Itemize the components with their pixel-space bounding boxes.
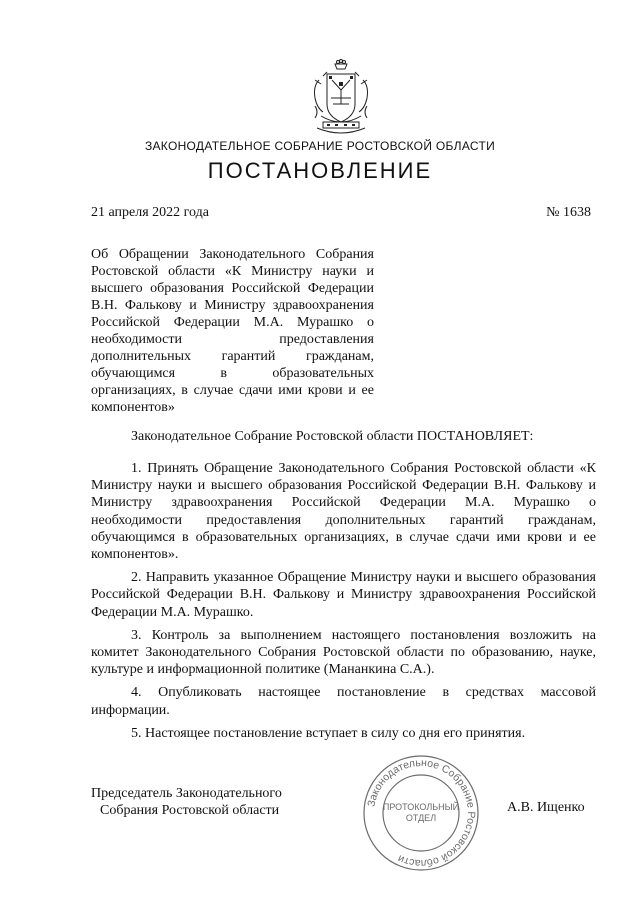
resolution-intro: Законодательное Собрание Ростовской области ПОСТАНОВЛЯЕТ: bbox=[131, 429, 534, 444]
document-type: ПОСТАНОВЛЕНИЕ bbox=[207, 158, 433, 183]
document-date: 21 апреля 2022 года bbox=[91, 205, 209, 220]
signatory-title-line-2: Собрания Ростовской области bbox=[100, 803, 280, 818]
resolution-item-1: 1. Принять Обращение Законодательного Собрания Ростовской области «К Министру науки и высшего образования Российской Федерации В.Н. Фалькову и Министру здравоохранения Российской Федерации М.А. Мурашко о необходимости предоставления дополнительных гарантий гражданам, обучающимся в образовательных организациях, в случае сдачи ими крови и ее компонентов». bbox=[91, 461, 596, 563]
official-stamp bbox=[362, 754, 480, 872]
document-number: № 1638 bbox=[546, 205, 591, 220]
document-subject: Об Обращении Законодательного Собрания Ростовской области «К Министру науки и высшего образования Российской Федерации В.Н. Фалькову и Министру здравоохранения Российской Федерации М.А. Мурашко о необходимости предоставления дополнительных гарантий гражданам, обучающимся в образовательных организациях, в случае сдачи ими крови и ее компонентов» bbox=[91, 247, 374, 415]
resolution-item-5: 5. Настоящее постановление вступает в силу со дня его принятия. bbox=[131, 725, 526, 741]
stamp-center-line-2: ОТДЕЛ bbox=[405, 813, 437, 823]
resolution-items bbox=[91, 460, 596, 748]
signatory-title-line-1: Председатель Законодательного bbox=[91, 786, 282, 801]
stamp-ring-text: Законодательное Собрание Ростовской области bbox=[365, 756, 478, 870]
signatory-title bbox=[91, 785, 282, 819]
resolution-item-3: 3. Контроль за выполнением настоящего постановления возложить на комитет Законодательного Собрания Ростовской области по образованию, науке, культуре и информационной политике (Мананкина С.А.). bbox=[91, 627, 596, 678]
coat-of-arms-icon bbox=[305, 58, 377, 136]
stamp-center-line-1: ПРОТОКОЛЬНЫЙ bbox=[382, 802, 460, 812]
resolution-item-4: 4. Опубликовать настоящее постановление в средствах массовой информации. bbox=[91, 685, 596, 718]
organization-name: ЗАКОНОДАТЕЛЬНОЕ СОБРАНИЕ РОСТОВСКОЙ ОБЛАСТИ bbox=[144, 139, 496, 153]
signatory-name: А.В. Ищенко bbox=[507, 800, 585, 815]
resolution-item-2: 2. Направить указанное Обращение Министру науки и высшего образования Российской Федерации В.Н. Фалькову и Министру здравоохранения Российской Федерации М.А. Мурашко. bbox=[91, 570, 596, 620]
